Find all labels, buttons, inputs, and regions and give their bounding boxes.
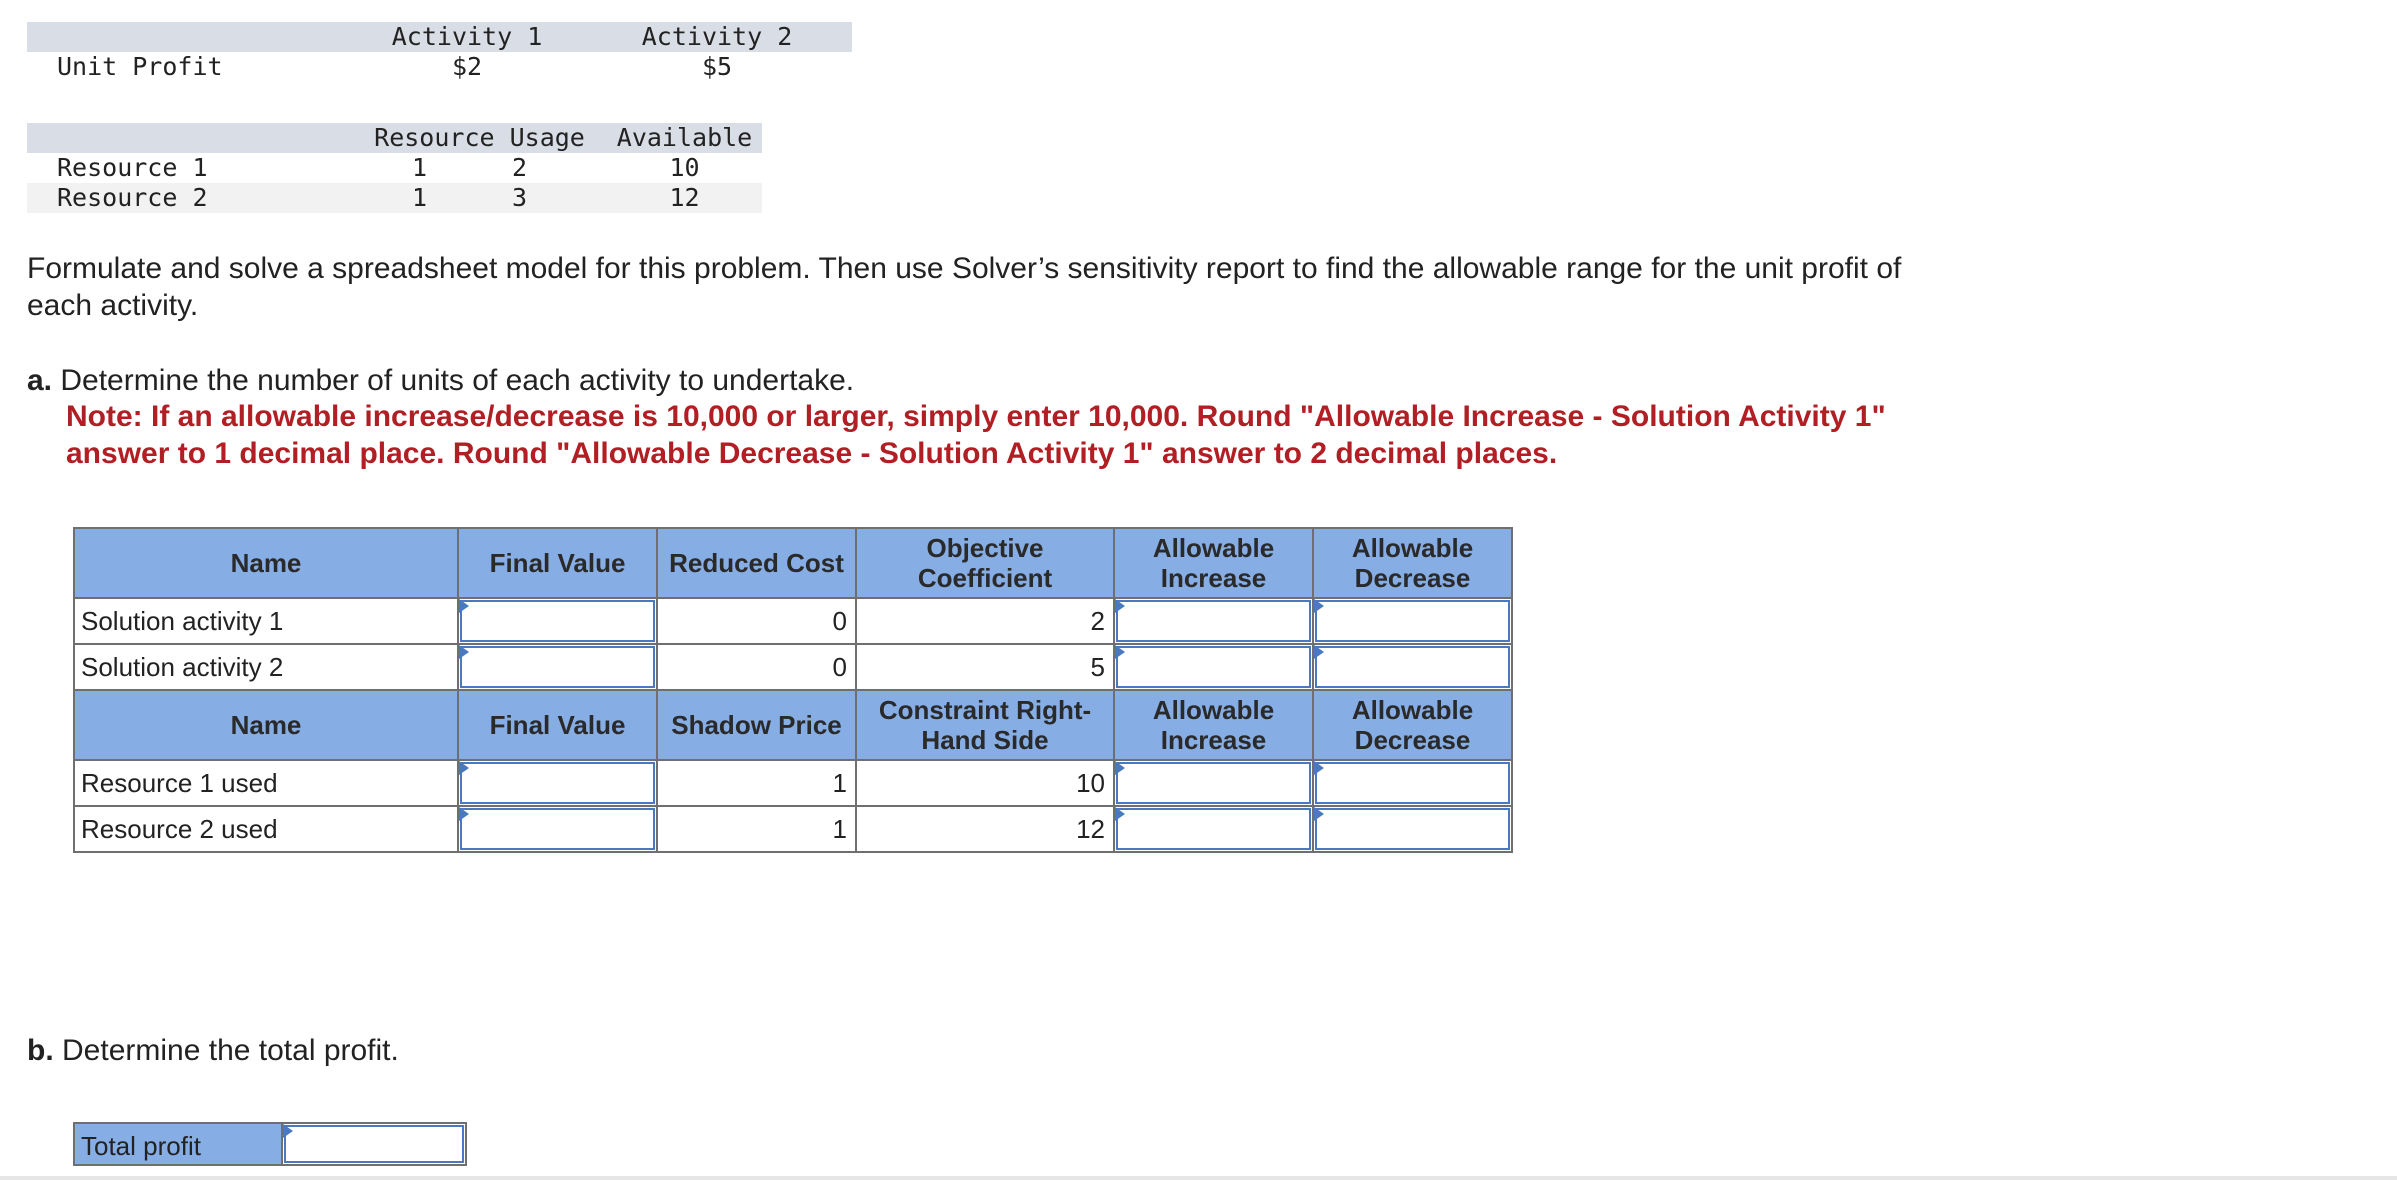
resource-1-allowable-decrease-input[interactable] bbox=[1313, 760, 1512, 806]
input-flag-icon bbox=[1314, 761, 1324, 775]
con-header-final-value: Final Value bbox=[458, 690, 657, 760]
con-header-allowable-increase: Allowable Increase bbox=[1114, 690, 1313, 760]
activity-2-allowable-increase-input[interactable] bbox=[1114, 644, 1313, 690]
var-header-allowable-decrease: Allowable Decrease bbox=[1313, 528, 1512, 598]
resource-1-label: Resource 1 bbox=[27, 153, 352, 183]
con-header-constraint-rhs: Constraint Right-Hand Side bbox=[856, 690, 1114, 760]
var-header-name: Name bbox=[74, 528, 458, 598]
activity-2-allowable-decrease-input[interactable] bbox=[1313, 644, 1512, 690]
total-profit-input[interactable] bbox=[283, 1122, 467, 1166]
activity-1-allowable-decrease-input[interactable] bbox=[1313, 598, 1512, 644]
input-flag-icon bbox=[459, 807, 469, 821]
var-header-allowable-increase: Allowable Increase bbox=[1114, 528, 1313, 598]
header-activity-1: Activity 1 bbox=[352, 22, 582, 52]
resource-1-shadow-price: 1 bbox=[657, 760, 856, 806]
activity-1-objective-coefficient: 2 bbox=[856, 598, 1114, 644]
input-flag-icon bbox=[459, 599, 469, 613]
unit-profit-label: Unit Profit bbox=[27, 52, 352, 82]
sensitivity-answer-table bbox=[73, 527, 1513, 853]
var-row-1-name: Solution activity 1 bbox=[74, 598, 458, 644]
part-a-letter: a. bbox=[27, 364, 53, 397]
var-header-objective-coefficient: Objective Coefficient bbox=[856, 528, 1114, 598]
unit-profit-activity-2: $5 bbox=[582, 52, 852, 82]
table-row bbox=[74, 598, 1512, 644]
resource-1-rhs: 10 bbox=[856, 760, 1114, 806]
profit-header-blank bbox=[27, 22, 352, 52]
resource-2-allowable-decrease-input[interactable] bbox=[1313, 806, 1512, 852]
con-row-2-name: Resource 2 used bbox=[74, 806, 458, 852]
activity-2-objective-coefficient: 5 bbox=[856, 644, 1114, 690]
resource-usage-table bbox=[27, 123, 762, 213]
part-a-text: Determine the number of units of each activity to undertake. bbox=[60, 364, 855, 397]
resource-2-usage-a2: 3 bbox=[512, 183, 607, 213]
input-flag-icon bbox=[1314, 807, 1324, 821]
activity-1-allowable-increase-input[interactable] bbox=[1114, 598, 1313, 644]
header-available: Available bbox=[607, 123, 762, 153]
resource-2-final-value-input[interactable] bbox=[458, 806, 657, 852]
input-flag-icon bbox=[1314, 599, 1324, 613]
var-header-reduced-cost: Reduced Cost bbox=[657, 528, 856, 598]
resource-1-usage-a2: 2 bbox=[512, 153, 607, 183]
input-flag-icon bbox=[283, 1124, 293, 1138]
total-profit-label: Total profit bbox=[73, 1122, 283, 1166]
resource-2-allowable-increase-input[interactable] bbox=[1114, 806, 1313, 852]
bottom-divider bbox=[0, 1176, 2397, 1180]
input-flag-icon bbox=[459, 645, 469, 659]
header-resource-usage: Resource Usage bbox=[352, 123, 607, 153]
var-row-2-name: Solution activity 2 bbox=[74, 644, 458, 690]
var-header-final-value: Final Value bbox=[458, 528, 657, 598]
input-flag-icon bbox=[1314, 645, 1324, 659]
table-row bbox=[74, 760, 1512, 806]
con-header-name: Name bbox=[74, 690, 458, 760]
con-header-allowable-decrease: Allowable Decrease bbox=[1313, 690, 1512, 760]
unit-profit-activity-1: $2 bbox=[352, 52, 582, 82]
resource-1-usage-a1: 1 bbox=[352, 153, 512, 183]
unit-profit-table bbox=[27, 22, 852, 82]
resource-header-blank bbox=[27, 123, 352, 153]
activity-1-final-value-input[interactable] bbox=[458, 598, 657, 644]
resource-2-label: Resource 2 bbox=[27, 183, 352, 213]
con-header-shadow-price: Shadow Price bbox=[657, 690, 856, 760]
input-flag-icon bbox=[459, 761, 469, 775]
con-row-1-name: Resource 1 used bbox=[74, 760, 458, 806]
instructions-text: Formulate and solve a spreadsheet model for this problem. Then use Solver’s sensitivity report to find the allowable range for the unit profit of each activity. bbox=[27, 252, 1902, 322]
resource-1-available: 10 bbox=[607, 153, 762, 183]
part-b-letter: b. bbox=[27, 1034, 54, 1067]
activity-2-reduced-cost: 0 bbox=[657, 644, 856, 690]
part-a-question bbox=[27, 362, 854, 399]
input-flag-icon bbox=[1115, 645, 1125, 659]
activity-1-reduced-cost: 0 bbox=[657, 598, 856, 644]
resource-2-rhs: 12 bbox=[856, 806, 1114, 852]
resource-2-available: 12 bbox=[607, 183, 762, 213]
input-flag-icon bbox=[1115, 761, 1125, 775]
table-row bbox=[74, 644, 1512, 690]
part-b-question bbox=[27, 1032, 399, 1069]
activity-2-final-value-input[interactable] bbox=[458, 644, 657, 690]
table-row bbox=[74, 806, 1512, 852]
resource-1-allowable-increase-input[interactable] bbox=[1114, 760, 1313, 806]
resource-1-final-value-input[interactable] bbox=[458, 760, 657, 806]
total-profit-row bbox=[73, 1122, 467, 1166]
resource-2-shadow-price: 1 bbox=[657, 806, 856, 852]
part-a-note: Note: If an allowable increase/decrease is 10,000 or larger, simply enter 10,000. Round "Allowable Increase - Solution Activity 1" answer to 1 decimal place. Round "Allowable Decrease - Solution Activity 1" answer to 2 decimal places. bbox=[66, 400, 1886, 470]
header-activity-2: Activity 2 bbox=[582, 22, 852, 52]
part-b-text: Determine the total profit. bbox=[62, 1034, 399, 1067]
input-flag-icon bbox=[1115, 599, 1125, 613]
resource-2-usage-a1: 1 bbox=[352, 183, 512, 213]
input-flag-icon bbox=[1115, 807, 1125, 821]
